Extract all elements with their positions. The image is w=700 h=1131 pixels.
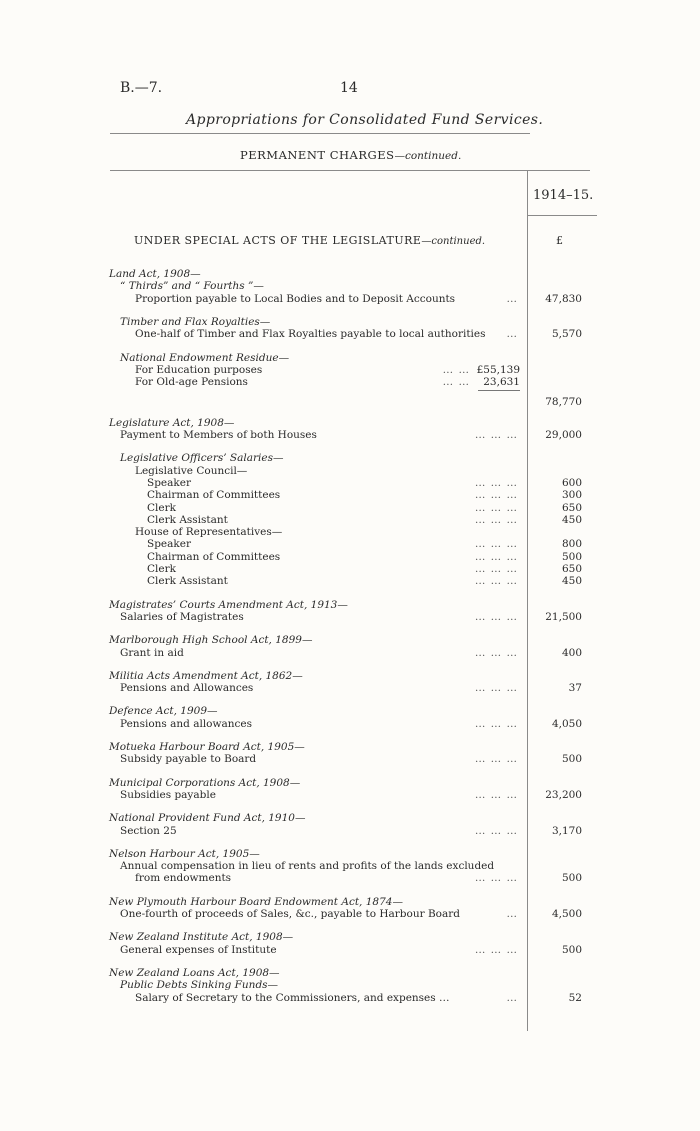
act-heading: Militia Acts Amendment Act, 1862— [109,669,303,682]
dot-leader: … … … [474,753,518,766]
amount: 29,000 [545,429,582,441]
item-label: Clerk [147,501,176,514]
amount: 500 [561,753,582,766]
table-row [0,574,700,588]
dot-leader: … … … [474,513,518,526]
subtitle-rule [110,170,590,171]
act-heading: Public Debts Sinking Funds— [120,979,279,992]
item-label: Pensions and allowances [120,717,252,730]
act-heading: Nelson Harbour Act, 1905— [109,847,260,860]
amount: 650 [561,501,582,514]
item-label: Chairman of Committees [147,550,281,563]
item-label: Grant in aid [120,646,184,659]
amount: 78,770 [545,396,582,409]
amount: 800 [561,538,582,551]
item-label: Clerk [147,563,176,575]
act-heading: Defence Act, 1909— [109,705,218,718]
act-heading: Timber and Flax Royalties— [120,315,271,328]
table-row [0,428,700,442]
dot-leader: … … … [474,943,518,956]
item-label: Clerk Assistant [147,575,228,588]
dot-leader: … [506,328,518,341]
amount: 450 [561,575,582,588]
item-label: from endowments [135,872,232,885]
item-label: General expenses of Institute [120,943,277,956]
subtitle-continued: —continued. [394,150,462,162]
item-label: Clerk Assistant [147,513,228,526]
act-heading: Legislative Officers’ Salaries— [120,452,284,465]
amount: 300 [561,489,582,502]
amount: 500 [561,943,582,956]
amount: 4,050 [551,717,582,730]
act-heading: New Zealand Institute Act, 1908— [109,931,294,944]
act-heading: Municipal Corporations Act, 1908— [109,776,301,789]
amount: 400 [561,646,582,659]
page-title: Appropriations for Consolidated Fund Services. [186,112,544,128]
item-label: Section 25 [120,824,177,837]
table-row [0,375,700,389]
subtotal-rule [478,390,520,391]
amount: 3,170 [551,824,582,837]
act-heading: “ Thirds” and “ Fourths ”— [120,280,264,293]
amount: 500 [561,550,582,563]
dot-leader: … … … [474,575,518,588]
amount: 23,200 [545,788,582,801]
sub-amount: 23,631 [483,376,520,389]
dot-leader: … … [442,363,470,376]
amount: 450 [561,513,582,526]
amount: 650 [561,563,582,575]
dot-leader: … … … [474,872,518,885]
item-label: Speaker [147,476,191,489]
page-number: 14 [340,80,358,96]
item-label: One-fourth of proceeds of Sales, &c., payable to Harbour Board [120,908,460,920]
dot-leader: … … … [474,429,518,441]
table-row [0,752,700,766]
act-heading: Magistrates’ Courts Amendment Act, 1913— [109,598,348,611]
act-heading: Motueka Harbour Board Act, 1905— [109,741,305,753]
amount: 21,500 [545,610,582,623]
item-label: Payment to Members of both Houses [120,429,317,441]
item-label: Subsidies payable [120,788,216,801]
item-label: Annual compensation in lieu of rents and profits of the lands excluded [120,860,495,873]
currency-symbol: £ [556,234,563,247]
title-rule [110,133,530,134]
item-label: Salaries of Magistrates [120,610,244,623]
table-row [0,824,700,838]
amount: 600 [561,476,582,489]
dot-leader: … … … [474,476,518,489]
document-reference: B.—7. [120,80,163,96]
item-label: Pensions and Allowances [120,682,254,695]
dot-leader: … … … [474,501,518,514]
item-label: Legislative Council— [135,464,248,477]
item-label: Chairman of Committees [147,489,281,502]
item-label: House of Representatives— [135,526,283,539]
amount: 47,830 [545,292,582,305]
table-row [0,646,700,660]
section-heading-continued: —continued. [421,236,486,247]
amount: 37 [568,682,582,695]
dot-leader: … … … [474,563,518,575]
table-row [0,327,700,341]
subtitle-main: PERMANENT CHARGES [240,148,395,162]
act-heading: New Zealand Loans Act, 1908— [109,966,280,979]
dot-leader: … … … [474,646,518,659]
sub-amount: £55,139 [476,363,520,376]
dot-leader: … … … [474,538,518,551]
dot-leader: … … … [474,717,518,730]
subtitle [240,148,461,162]
act-heading: Marlborough High School Act, 1899— [109,634,313,647]
item-label: Proportion payable to Local Bodies and to Deposit Accounts [135,292,456,305]
section-heading [134,234,485,247]
table-row [0,907,700,921]
dot-leader: … … … [474,824,518,837]
dot-leader: … … … [474,610,518,623]
table-row [0,871,700,885]
table-row [0,943,700,957]
item-label: For Education purposes [135,363,263,376]
item-label: Speaker [147,538,191,551]
act-heading: Land Act, 1908— [109,268,201,280]
table-row [0,991,700,1005]
item-label: Subsidy payable to Board [120,753,257,766]
table-row [0,717,700,731]
amount: 5,570 [551,328,582,341]
dot-leader: … … [442,376,470,389]
amount: 52 [568,991,582,1004]
act-heading: New Plymouth Harbour Board Endowment Act, 1874— [109,895,403,908]
item-label: One-half of Timber and Flax Royalties payable to local authorities [135,328,486,341]
act-heading: National Endowment Residue— [120,351,290,364]
year-heading: 1914–15. [533,188,594,203]
item-label: Salary of Secretary to the Commissioners, and expenses … [135,991,450,1004]
dot-leader: … [506,292,518,305]
table-row [0,395,700,409]
dot-leader: … … … [474,788,518,801]
table-row [0,788,700,802]
act-heading: Legislature Act, 1908— [109,416,235,429]
dot-leader: … … … [474,550,518,563]
amount: 4,500 [551,908,582,920]
amount: 500 [561,872,582,885]
dot-leader: … … … [474,682,518,695]
year-underline [527,215,597,216]
table-row [0,610,700,624]
item-label: For Old-age Pensions [135,376,248,389]
table-row [0,292,700,306]
dot-leader: … [506,991,518,1004]
section-heading-main: UNDER SPECIAL ACTS OF THE LEGISLATURE [134,234,422,247]
act-heading: National Provident Fund Act, 1910— [109,812,306,825]
table-row [0,681,700,695]
dot-leader: … … … [474,489,518,502]
dot-leader: … [506,908,518,920]
